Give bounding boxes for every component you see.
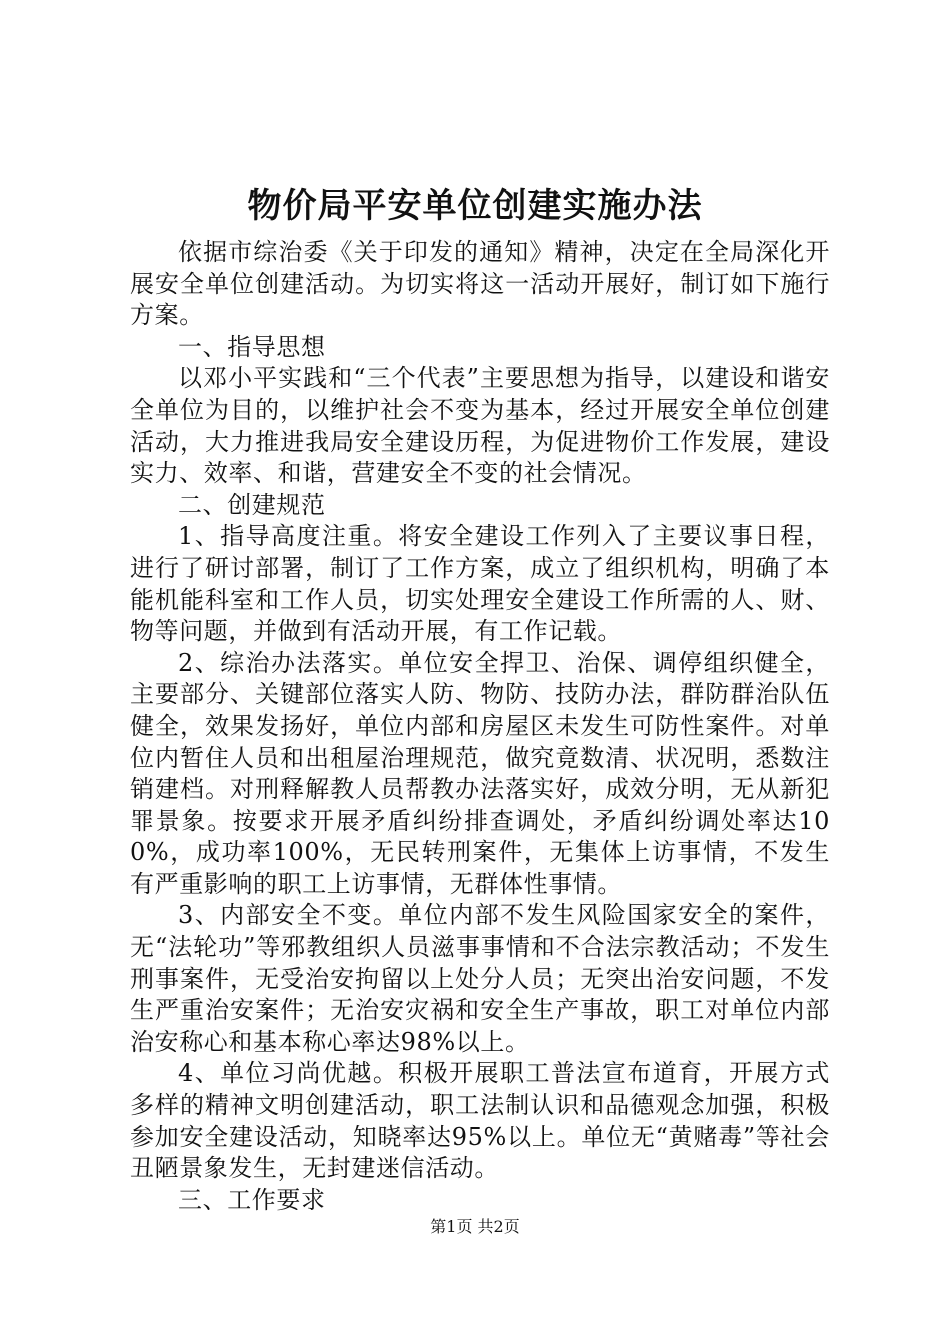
section-heading-creation-standards: 二、创建规范 bbox=[178, 490, 326, 519]
document-body bbox=[130, 237, 830, 1216]
document-title: 物价局平安单位创建实施办法 bbox=[247, 186, 703, 226]
section-heading-guiding-ideology: 一、指导思想 bbox=[178, 332, 326, 361]
intro-paragraph: 依据市综治委《关于印发的通知》精神，决定在全局深化开展安全单位创建活动。为切实将这一活动开展好，制订如下施行方案。 bbox=[130, 238, 830, 330]
guiding-ideology-paragraph: 以邓小平实践和“三个代表”主要思想为指导，以建设和谐安全单位为目的，以维护社会不变为基本，经过开展安全单位创建活动，大力推进我局安全建设历程，为促进物价工作发展，建设实力、效率、和谐，营建安全不变的社会情况。 bbox=[130, 364, 830, 488]
standard-item-4: 4、单位习尚优越。积极开展职工普法宣布道育，开展方式多样的精神文明创建活动，职工法制认识和品德观念加强，积极参加安全建设活动，知晓率达95%以上。单位无“黄赌毒”等社会丑陋景象发生，无封建迷信活动。 bbox=[130, 1059, 830, 1183]
section-heading-work-requirements: 三、工作要求 bbox=[178, 1185, 326, 1214]
page-footer: 第1页 共2页 bbox=[430, 1217, 520, 1236]
standard-item-1: 1、指导高度注重。将安全建设工作列入了主要议事日程，进行了研讨部署，制订了工作方案，成立了组织机构，明确了本能机能科室和工作人员，切实处理安全建设工作所需的人、财、物等问题，并做到有活动开展，有工作记载。 bbox=[130, 522, 830, 646]
standard-item-2: 2、综治办法落实。单位安全捍卫、治保、调停组织健全，主要部分、关键部位落实人防、物防、技防办法，群防群治队伍健全，效果发扬好，单位内部和房屋区未发生可防性案件。对单位内暂住人员和出租屋治理规范，做究竟数清、状况明，悉数注销建档。对刑释解教人员帮教办法落实好，成效分明，无从新犯罪景象。按要求开展矛盾纠纷排查调处，矛盾纠纷调处率达100%，成功率100%，无民转刑案件，无集体上访事情，不发生有严重影响的职工上访事情，无群体性事情。 bbox=[130, 648, 830, 898]
standard-item-3: 3、内部安全不变。单位内部不发生风险国家安全的案件，无“法轮功”等邪教组织人员滋事事情和不合法宗教活动；不发生刑事案件，无受治安拘留以上处分人员；无突出治安问题，不发生严重治安案件；无治安灾祸和安全生产事故，职工对单位内部治安称心和基本称心率达98%以上。 bbox=[130, 901, 830, 1056]
